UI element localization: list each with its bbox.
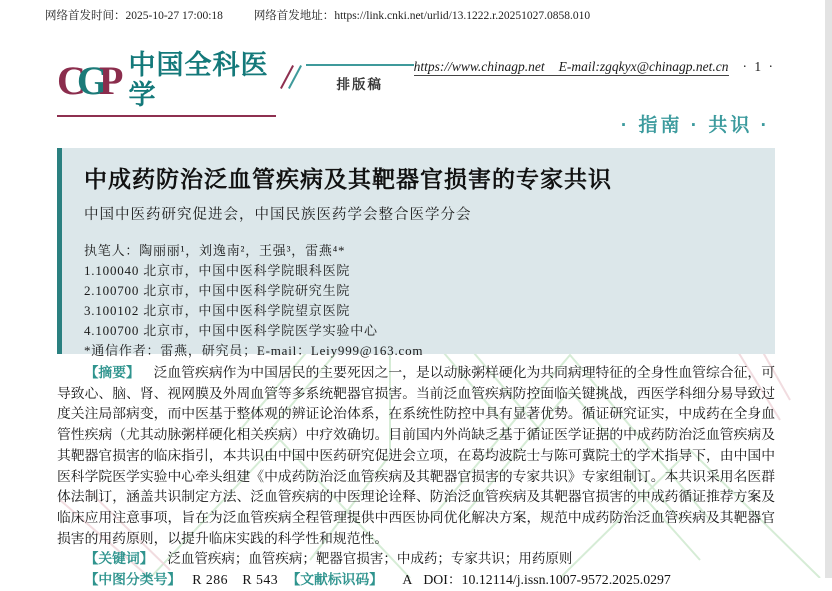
draft-label: 排版稿 xyxy=(306,64,414,93)
journal-masthead xyxy=(57,50,775,117)
logo-letter-g: G xyxy=(76,58,100,103)
clc-value: R 286 R 543 xyxy=(192,572,279,588)
article-front-matter xyxy=(57,363,775,591)
logo-letter-c: C xyxy=(57,58,77,103)
journal-logo-letters xyxy=(57,58,128,103)
abstract-label: 【摘要】 xyxy=(84,365,140,380)
abstract-text: 泛血管疾病作为中国居民的主要死因之一，是以动脉粥样硬化为共同病理特征的全身性血管综合征，可导致心、脑、肾、视网膜及外周血管等多系统靶器官损害。当前泛血管疾病防控面临关键挑战，西医学科细分易导致过度关注局部病变，而中医基于整体观的辨证论治体系，在系统性防控中具有显著优势。循证研究证实，中成药在全身血管性疾病（尤其动脉粥样硬化相关疾病）中疗效确切。目前国内外尚缺乏基于循证医学证据的中成药防治泛血管疾病及其靶器官损害的临床指引，本共识由中国中医药研究促进会立项，在葛均波院士与陈可冀院士的学术指导下，由中国中医科学院医学实验中心牵头组建《中成药防治泛血管疾病及其靶器官损害的专家共识》专家组制订。本共识采用名医群体法制订，涵盖共识制定方法、泛血管疾病的中医理论诠释、防治泛血管疾病及其靶器官损害的中成药循证推荐方案及临床应用注意事项，旨在为泛血管疾病全程管理提供中西医协同优化解决方案，规范中成药防治泛血管疾病及其靶器官损害的用药原则，以提升临床实践的科学性和规范性。 xyxy=(57,365,775,546)
affiliation-line: 4.100700 北京市，中国中医科学院医学实验中心 xyxy=(84,323,378,338)
keywords xyxy=(57,549,775,570)
scrollbar-track[interactable] xyxy=(825,0,832,578)
doc-code-label: 【文献标识码】 xyxy=(286,572,384,588)
page-number: · 1 · xyxy=(742,59,775,74)
publish-url-label: 网络首发地址： xyxy=(253,10,335,22)
article-header-block xyxy=(57,148,775,358)
logo-letter-p: P xyxy=(99,58,115,103)
publish-time xyxy=(45,10,223,22)
abstract xyxy=(57,363,775,549)
section-banner: · 指南 · 共识 · xyxy=(620,115,770,136)
journal-website: https://www.chinagp.net xyxy=(413,59,545,74)
publish-url xyxy=(254,10,590,22)
clc-label: 【中图分类号】 xyxy=(84,572,182,588)
masthead-contact xyxy=(414,59,775,75)
page-title: 中成药防治泛血管疾病及其靶器官损害的专家共识 xyxy=(84,166,612,192)
classification-line xyxy=(57,570,775,591)
online-publish-meta xyxy=(45,7,618,23)
publish-time-label: 网络首发时间： xyxy=(45,10,126,22)
keywords-label: 【关键词】 xyxy=(84,551,154,567)
correspondence-line: *通信作者：雷燕，研究员；E-mail：Leiy999@163.com xyxy=(84,343,424,358)
journal-logo xyxy=(57,50,276,117)
journal-email: E-mail:zgqkyx@chinagp.net.cn xyxy=(558,59,729,74)
affiliation-line: 2.100700 北京市，中国中医科学院研究生院 xyxy=(84,283,351,298)
publish-url-value: https://link.cnki.net/urlid/13.1222.r.20251027.0858.010 xyxy=(334,10,591,22)
journal-contact-line xyxy=(414,59,729,76)
keywords-text: 泛血管疾病；血管疾病；靶器官损害；中成药；专家共识；用药原则 xyxy=(167,551,573,567)
publish-time-value: 2025-10-27 17:00:18 xyxy=(125,10,223,22)
authors-line: 执笔人：陶丽丽¹，刘逸南²，王强³，雷燕⁴* xyxy=(84,243,346,258)
affiliation-line: 3.100102 北京市，中国中医科学院望京医院 xyxy=(84,303,351,318)
affiliation-line: 1.100040 北京市，中国中医科学院眼科医院 xyxy=(84,263,351,278)
slash-decoration xyxy=(286,64,302,90)
doc-code-value: A xyxy=(402,572,413,588)
doi: DOI：10.12114/j.issn.1007-9572.2025.0297 xyxy=(423,572,671,588)
issuing-organizations: 中国中医药研究促进会，中国民族医药学会整合医学分会 xyxy=(84,207,472,223)
journal-name: 中国全科医学 xyxy=(128,50,269,110)
